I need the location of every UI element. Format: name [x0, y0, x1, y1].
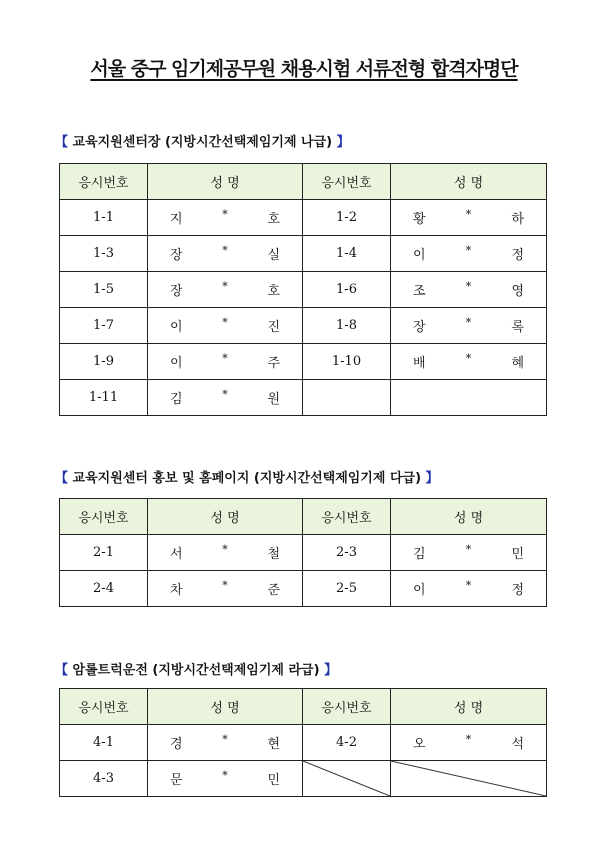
exam-number-cell: 1-2: [303, 200, 391, 236]
name-cell: [148, 200, 303, 236]
name-char: 황: [413, 212, 426, 227]
name-cell: [148, 380, 303, 416]
masked-name: [391, 543, 546, 562]
masked-name: [148, 352, 302, 371]
section-title: 암롤트럭운전 (지방시간선택제임기제 라급): [72, 663, 320, 678]
mask-star: *: [465, 352, 472, 365]
name-char: 혜: [511, 356, 524, 371]
table-row: [60, 308, 547, 344]
name-cell: [391, 725, 547, 761]
name-char: 김: [170, 392, 183, 407]
masked-name: [148, 280, 302, 299]
exam-number-cell: 1-10: [303, 344, 391, 380]
name-cell: [391, 344, 547, 380]
name-char: 배: [413, 356, 426, 371]
diagonal-line: [303, 761, 390, 796]
mask-star: *: [222, 352, 228, 365]
name-cell: [148, 761, 303, 797]
table-row: [60, 344, 547, 380]
name-cell: [148, 344, 303, 380]
exam-number-cell: 1-5: [60, 272, 148, 308]
name-char: 경: [170, 737, 183, 752]
page-title: 서울 중구 임기제공무원 채용시험 서류전형 합격자명단: [90, 58, 518, 80]
section-heading: [55, 131, 350, 150]
bracket-open: 【: [55, 471, 69, 486]
name-char: 정: [511, 248, 524, 263]
header-exam-no: 응시번호: [60, 164, 148, 200]
name-char: 장: [413, 320, 426, 335]
name-char: 준: [267, 583, 280, 598]
name-char: 하: [511, 212, 524, 227]
masked-name: [391, 316, 546, 335]
masked-name: [391, 280, 546, 299]
header-exam-no: 응시번호: [303, 689, 391, 725]
name-char: 현: [267, 737, 280, 752]
exam-number-cell: 2-4: [60, 571, 148, 607]
masked-name: [148, 733, 302, 752]
mask-star: *: [465, 733, 472, 746]
name-char: 이: [413, 583, 426, 598]
empty-cell: [303, 380, 391, 416]
name-char: 문: [170, 773, 183, 788]
name-cell: [148, 725, 303, 761]
header-row: [60, 499, 547, 535]
name-char: 이: [170, 320, 183, 335]
name-char: 서: [170, 547, 183, 562]
name-char: 록: [511, 320, 524, 335]
table-row: [60, 272, 547, 308]
name-char: 민: [267, 773, 280, 788]
table-row: [60, 571, 547, 607]
mask-star: *: [222, 388, 228, 401]
masked-name: [148, 769, 302, 788]
bracket-open: 【: [55, 663, 69, 678]
name-char: 차: [170, 583, 183, 598]
masked-name: [391, 208, 546, 227]
empty-diagonal-cell: [391, 761, 547, 797]
masked-name: [391, 579, 546, 598]
header-name: 성 명: [391, 499, 547, 535]
name-char: 김: [413, 547, 426, 562]
exam-number-cell: 2-5: [303, 571, 391, 607]
masked-name: [148, 543, 302, 562]
name-cell: [391, 308, 547, 344]
masked-name: [391, 352, 546, 371]
name-char: 오: [413, 737, 426, 752]
diagonal-line: [391, 761, 546, 796]
table-row: [60, 236, 547, 272]
name-char: 민: [511, 547, 524, 562]
name-cell: [148, 535, 303, 571]
header-exam-no: 응시번호: [60, 499, 148, 535]
name-char: 호: [267, 284, 280, 299]
header-name: 성 명: [148, 499, 303, 535]
name-char: 철: [267, 547, 280, 562]
exam-number-cell: 1-11: [60, 380, 148, 416]
mask-star: *: [222, 316, 228, 329]
name-char: 장: [170, 284, 183, 299]
name-char: 지: [170, 212, 183, 227]
name-char: 장: [170, 248, 183, 263]
name-char: 정: [511, 583, 524, 598]
mask-star: *: [222, 769, 228, 782]
bracket-open: 【: [55, 135, 69, 150]
roster-table: [59, 688, 547, 797]
bracket-close: 】: [425, 471, 439, 486]
section-title: 교육지원센터장 (지방시간선택제임기제 나급): [72, 135, 333, 150]
header-name: 성 명: [148, 689, 303, 725]
name-char: 영: [511, 284, 524, 299]
mask-star: *: [222, 208, 228, 221]
header-exam-no: 응시번호: [303, 164, 391, 200]
header-row: [60, 689, 547, 725]
name-char: 이: [413, 248, 426, 263]
mask-star: *: [222, 280, 228, 293]
name-char: 진: [267, 320, 280, 335]
exam-number-cell: 1-8: [303, 308, 391, 344]
masked-name: [148, 388, 302, 407]
masked-name: [391, 244, 546, 263]
name-char: 조: [413, 284, 426, 299]
table-row: [60, 761, 547, 797]
exam-number-cell: 4-1: [60, 725, 148, 761]
roster-table: [59, 498, 547, 607]
table-row: [60, 380, 547, 416]
mask-star: *: [465, 316, 472, 329]
exam-number-cell: 1-1: [60, 200, 148, 236]
mask-star: *: [465, 579, 472, 592]
table-row: [60, 725, 547, 761]
name-cell: [148, 571, 303, 607]
mask-star: *: [222, 579, 228, 592]
exam-number-cell: 1-4: [303, 236, 391, 272]
mask-star: *: [222, 543, 228, 556]
name-char: 석: [511, 737, 524, 752]
header-exam-no: 응시번호: [303, 499, 391, 535]
section-title: 교육지원센터 홍보 및 홈페이지 (지방시간선택제임기제 다급): [72, 471, 422, 486]
name-cell: [391, 535, 547, 571]
mask-star: *: [465, 280, 472, 293]
name-char: 실: [267, 248, 280, 263]
exam-number-cell: 2-3: [303, 535, 391, 571]
masked-name: [391, 733, 546, 752]
table-row: [60, 200, 547, 236]
name-cell: [148, 308, 303, 344]
name-cell: [391, 272, 547, 308]
bracket-close: 】: [336, 135, 350, 150]
name-cell: [148, 236, 303, 272]
table-row: [60, 535, 547, 571]
empty-cell: [391, 380, 547, 416]
name-cell: [391, 200, 547, 236]
mask-star: *: [465, 244, 472, 257]
exam-number-cell: 1-3: [60, 236, 148, 272]
section-heading: [55, 467, 439, 486]
mask-star: *: [222, 733, 228, 746]
exam-number-cell: 1-7: [60, 308, 148, 344]
name-cell: [391, 236, 547, 272]
exam-number-cell: 4-3: [60, 761, 148, 797]
name-char: 이: [170, 356, 183, 371]
section-heading: [55, 659, 337, 678]
name-char: 호: [267, 212, 280, 227]
exam-number-cell: 2-1: [60, 535, 148, 571]
exam-number-cell: 4-2: [303, 725, 391, 761]
masked-name: [148, 244, 302, 263]
name-char: 주: [267, 356, 280, 371]
masked-name: [148, 208, 302, 227]
mask-star: *: [465, 208, 472, 221]
roster-table: [59, 163, 547, 416]
name-cell: [148, 272, 303, 308]
header-name: 성 명: [148, 164, 303, 200]
masked-name: [148, 579, 302, 598]
mask-star: *: [465, 543, 472, 556]
mask-star: *: [222, 244, 228, 257]
header-exam-no: 응시번호: [60, 689, 148, 725]
header-name: 성 명: [391, 689, 547, 725]
exam-number-cell: 1-6: [303, 272, 391, 308]
bracket-close: 】: [324, 663, 338, 678]
masked-name: [148, 316, 302, 335]
header-name: 성 명: [391, 164, 547, 200]
name-cell: [391, 571, 547, 607]
exam-number-cell: 1-9: [60, 344, 148, 380]
name-char: 원: [267, 392, 280, 407]
empty-diagonal-cell: [303, 761, 391, 797]
header-row: [60, 164, 547, 200]
